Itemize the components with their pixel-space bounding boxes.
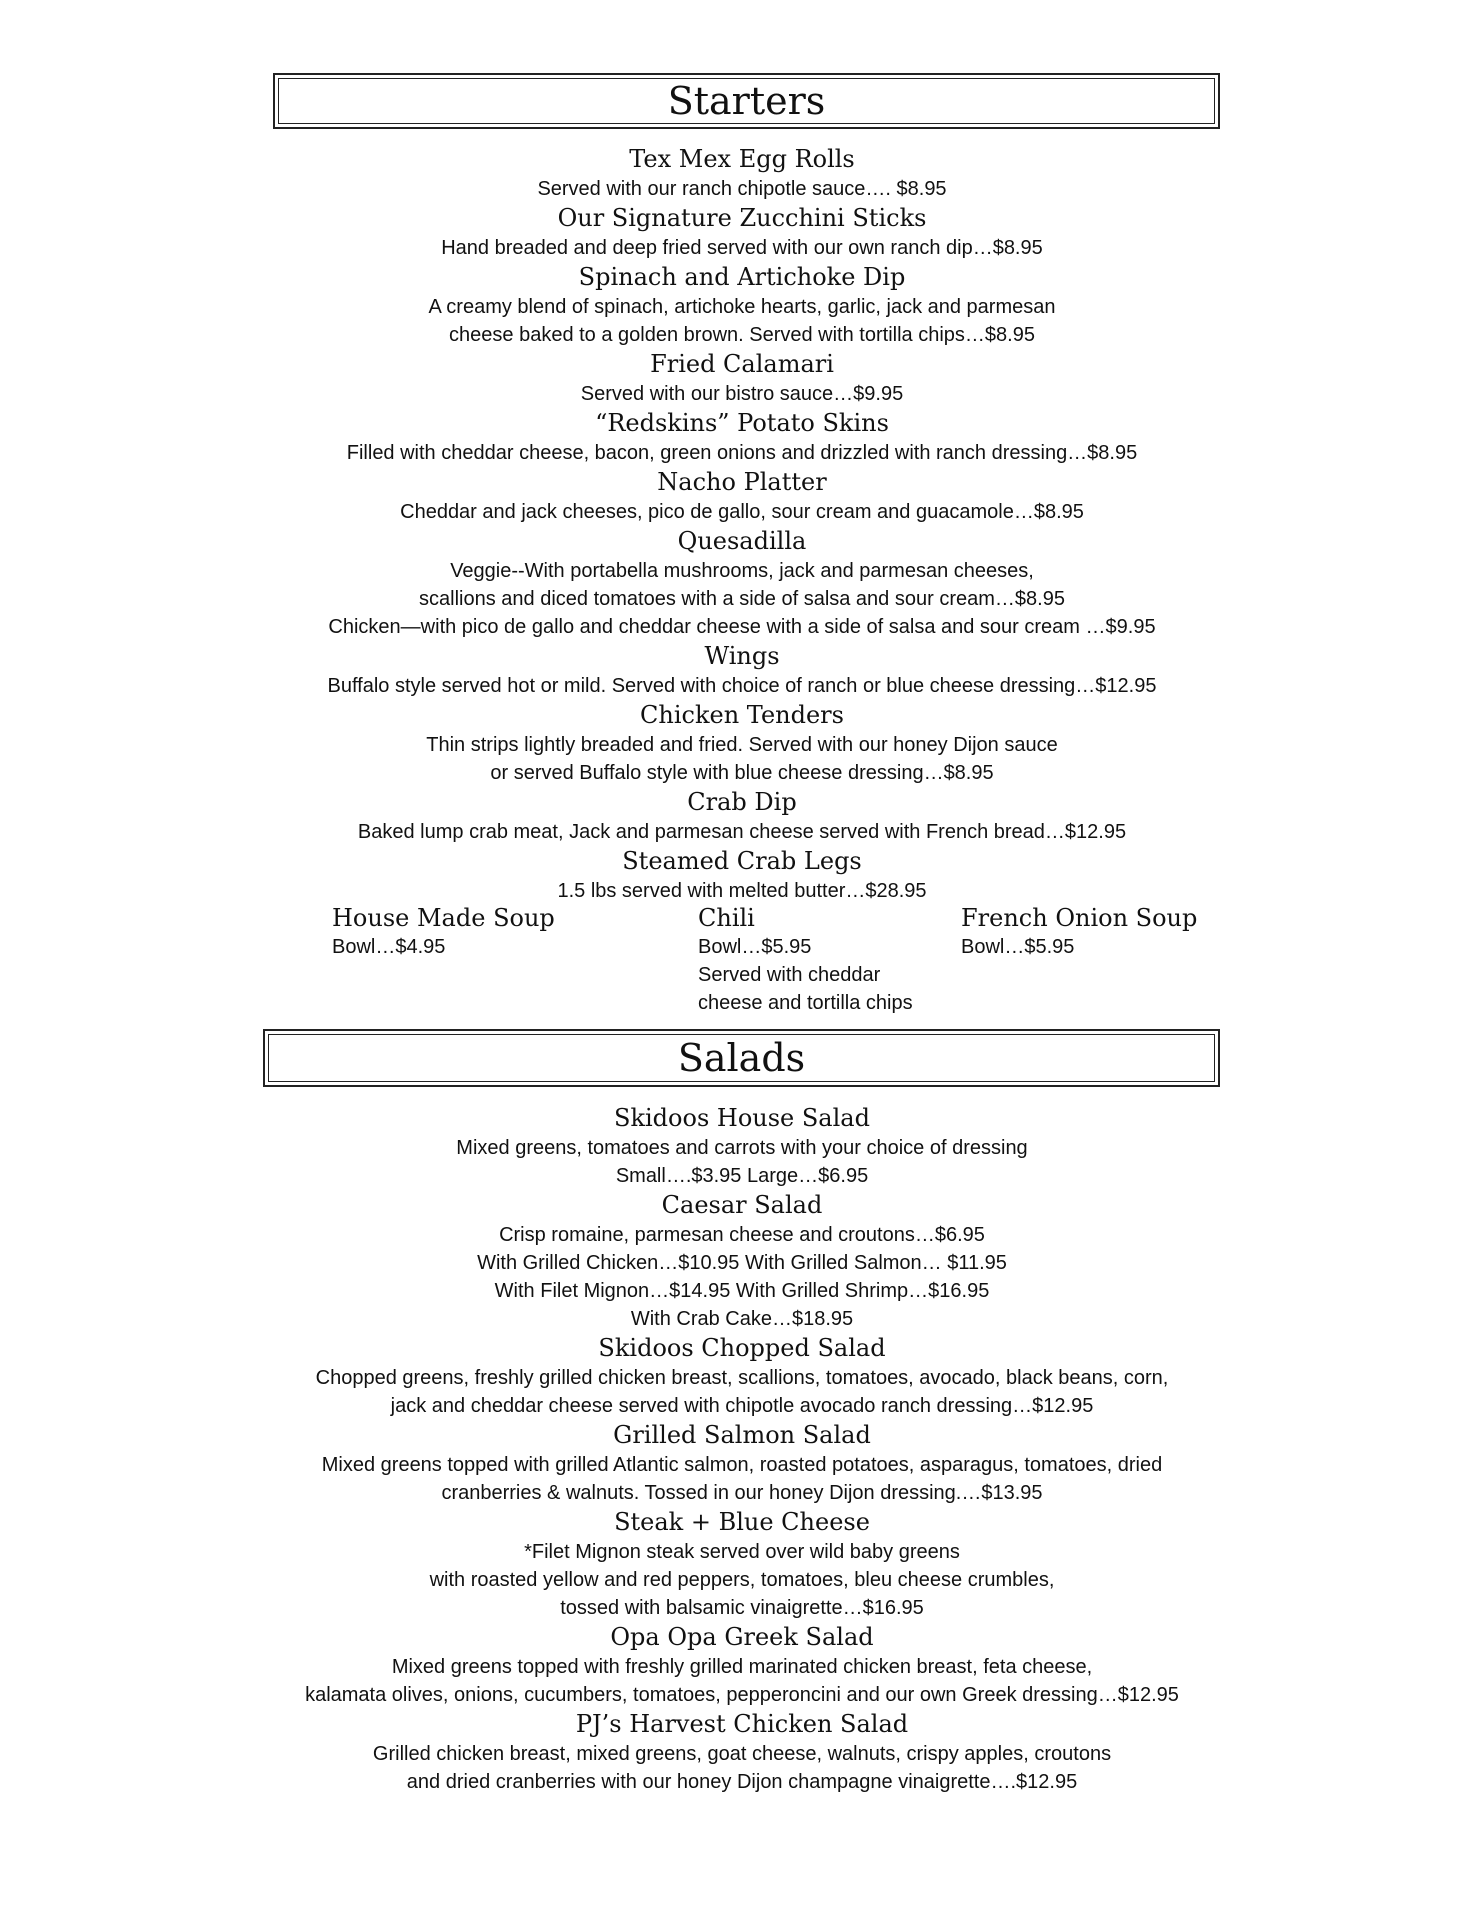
starters-title: Starters (667, 79, 826, 123)
menu-item (0, 1709, 1484, 1796)
menu-item-name: Caesar Salad (661, 1191, 823, 1219)
menu-item (0, 1103, 1484, 1190)
menu-item (0, 700, 1484, 787)
menu-item (0, 1507, 1484, 1622)
menu-item-description: and dried cranberries with our honey Dijon champagne vinaigrette….$12.95 (406, 1771, 1078, 1793)
menu-item (0, 1333, 1484, 1420)
menu-item (0, 1190, 1484, 1333)
soup-house-made (332, 903, 555, 961)
menu-item-name: Our Signature Zucchini Sticks (557, 204, 927, 232)
menu-item-description: Served with our bistro sauce…$9.95 (580, 383, 904, 405)
menu-item-name: Wings (704, 642, 780, 670)
menu-item-description: Veggie--With portabella mushrooms, jack and parmesan cheeses, (450, 560, 1034, 582)
menu-item-description: scallions and diced tomatoes with a side of salsa and sour cream…$8.95 (419, 588, 1065, 610)
menu-item (0, 262, 1484, 349)
salads-header-box (263, 1029, 1220, 1087)
menu-item (0, 846, 1484, 905)
menu-item-description: Mixed greens topped with freshly grilled marinated chicken breast, feta cheese, (391, 1656, 1093, 1678)
menu-item-name: Chicken Tenders (640, 701, 844, 729)
menu-item-name: Tex Mex Egg Rolls (629, 145, 855, 173)
menu-item (0, 467, 1484, 526)
menu-item-description: Baked lump crab meat, Jack and parmesan cheese served with French bread…$12.95 (357, 821, 1127, 843)
menu-item (0, 526, 1484, 641)
menu-item-description: With Crab Cake…$18.95 (630, 1308, 854, 1330)
starters-list (0, 144, 1484, 905)
menu-item-description: Mixed greens, tomatoes and carrots with your choice of dressing (456, 1137, 1028, 1159)
menu-item (0, 144, 1484, 203)
soup-desc: Bowl…$4.95 (332, 936, 446, 958)
menu-item-description: Grilled chicken breast, mixed greens, goat cheese, walnuts, crispy apples, croutons (372, 1743, 1112, 1765)
soup-desc: Bowl…$5.95 (698, 936, 812, 958)
menu-item-description: cranberries & walnuts. Tossed in our honey Dijon dressing.…$13.95 (441, 1482, 1043, 1504)
menu-item-description: A creamy blend of spinach, artichoke hearts, garlic, jack and parmesan (428, 296, 1056, 318)
menu-item-description: *Filet Mignon steak served over wild baby greens (524, 1541, 960, 1563)
menu-item-description: with roasted yellow and red peppers, tomatoes, bleu cheese crumbles, (429, 1569, 1055, 1591)
menu-item-name: PJ’s Harvest Chicken Salad (575, 1710, 909, 1738)
menu-item-description: Served with our ranch chipotle sauce…. $8.95 (537, 178, 947, 200)
menu-item-description: With Grilled Chicken…$10.95 With Grilled Salmon… $11.95 (477, 1252, 1007, 1274)
menu-item-description: Filled with cheddar cheese, bacon, green onions and drizzled with ranch dressing…$8.95 (346, 442, 1138, 464)
menu-item-description: Small….$3.95 Large…$6.95 (615, 1165, 869, 1187)
menu-item-name: Steak + Blue Cheese (614, 1508, 870, 1536)
menu-item (0, 1420, 1484, 1507)
starters-header-box (273, 73, 1220, 129)
soup-desc: Served with cheddar (698, 964, 881, 986)
soup-name: House Made Soup (332, 904, 555, 932)
menu-item (0, 203, 1484, 262)
salads-list (0, 1103, 1484, 1796)
menu-item-description: cheese baked to a golden brown. Served with tortilla chips…$8.95 (449, 324, 1035, 346)
menu-item-name: Fried Calamari (650, 350, 834, 378)
menu-item (0, 408, 1484, 467)
salads-title: Salads (677, 1036, 806, 1080)
menu-item-description: Crisp romaine, parmesan cheese and croutons…$6.95 (499, 1224, 985, 1246)
menu-item-description: Chicken—with pico de gallo and cheddar cheese with a side of salsa and sour cream …$9.95 (328, 616, 1156, 638)
menu-item-name: Grilled Salmon Salad (613, 1421, 871, 1449)
menu-item-name: Skidoos House Salad (614, 1104, 870, 1132)
menu-item-description: kalamata olives, onions, cucumbers, tomatoes, pepperoncini and our own Greek dressing…$12.95 (305, 1684, 1179, 1706)
menu-item-name: Crab Dip (687, 788, 797, 816)
soup-french-onion (961, 903, 1197, 961)
menu-item-name: “Redskins” Potato Skins (595, 409, 889, 437)
menu-item-name: Quesadilla (677, 527, 807, 555)
menu-item-name: Opa Opa Greek Salad (610, 1623, 874, 1651)
soup-desc: Bowl…$5.95 (961, 936, 1075, 958)
menu-item-description: or served Buffalo style with blue cheese dressing…$8.95 (490, 762, 994, 784)
menu-item-description: Mixed greens topped with grilled Atlantic salmon, roasted potatoes, asparagus, tomatoes, dried (321, 1454, 1163, 1476)
menu-item-description: Chopped greens, freshly grilled chicken breast, scallions, tomatoes, avocado, black beans, corn, (315, 1367, 1169, 1389)
soup-name: French Onion Soup (961, 904, 1198, 932)
soup-chili (698, 903, 913, 1017)
soup-desc: cheese and tortilla chips (698, 992, 913, 1014)
menu-item-description: jack and cheddar cheese served with chipotle avocado ranch dressing…$12.95 (390, 1395, 1094, 1417)
menu-item-description: 1.5 lbs served with melted butter…$28.95 (557, 880, 927, 902)
menu-item-name: Nacho Platter (657, 468, 827, 496)
menu-item-description: Buffalo style served hot or mild. Served with choice of ranch or blue cheese dressing…$12.95 (327, 675, 1157, 697)
menu-item-description: Thin strips lightly breaded and fried. Served with our honey Dijon sauce (426, 734, 1058, 756)
menu-item (0, 641, 1484, 700)
menu-item-description: Cheddar and jack cheeses, pico de gallo, sour cream and guacamole…$8.95 (400, 501, 1084, 523)
menu-item-name: Spinach and Artichoke Dip (578, 263, 906, 291)
menu-item-description: tossed with balsamic vinaigrette…$16.95 (560, 1597, 924, 1619)
menu-item-description: With Filet Mignon…$14.95 With Grilled Shrimp…$16.95 (494, 1280, 990, 1302)
menu-item-description: Hand breaded and deep fried served with our own ranch dip…$8.95 (441, 237, 1043, 259)
menu-item-name: Skidoos Chopped Salad (598, 1334, 886, 1362)
soup-name: Chili (698, 904, 755, 932)
menu-item (0, 787, 1484, 846)
menu-item-name: Steamed Crab Legs (622, 847, 862, 875)
menu-item (0, 1622, 1484, 1709)
menu-item (0, 349, 1484, 408)
